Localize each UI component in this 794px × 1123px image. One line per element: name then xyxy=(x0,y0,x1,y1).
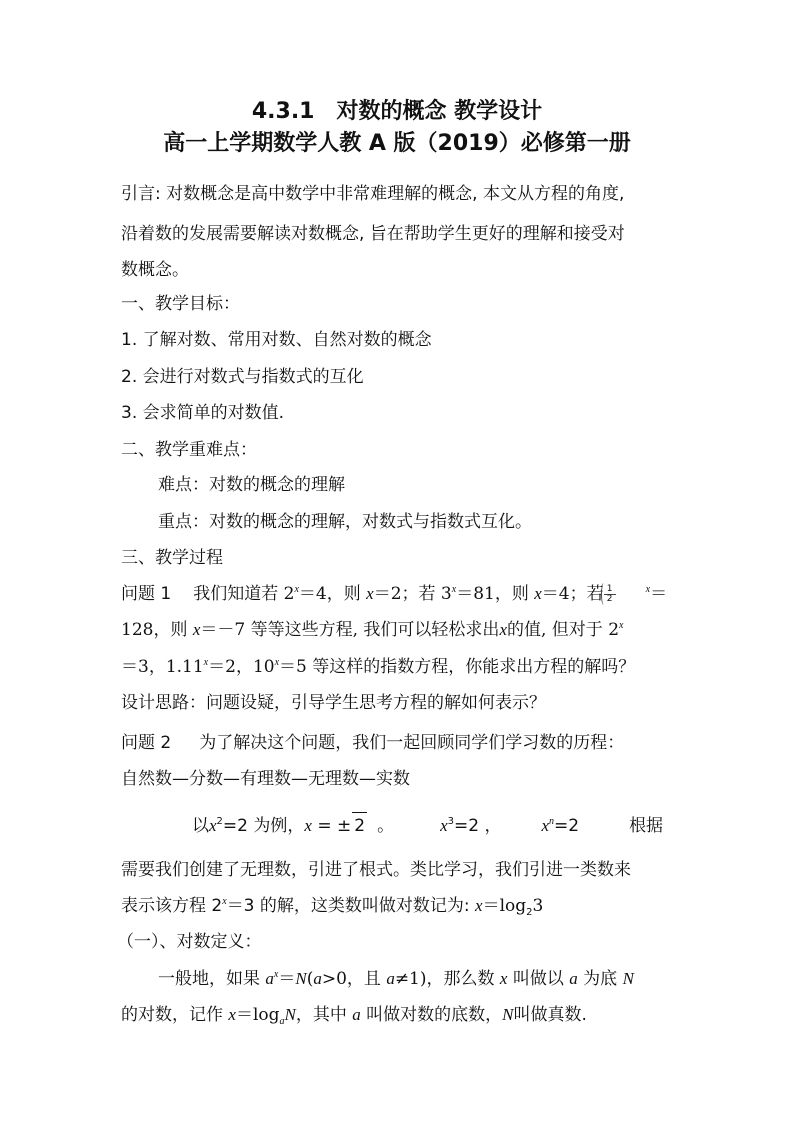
question-2-line: 问题 2 为了解决这个问题，我们一起回顾同学们学习数的历程： xyxy=(121,733,625,753)
goal-item-2: 2. 会进行对数式与指数式的互化 xyxy=(121,367,364,387)
section-heading-key-points: 二、教学重难点： xyxy=(121,440,257,460)
sqrt-two: 2 xyxy=(352,812,367,839)
example-line: 以$x^2=2$ 为例，x = ± 2 。 $x^3=2$ ， $x^n=2$ 根据 xyxy=(192,812,663,839)
question-2-label: 问题 2 xyxy=(121,733,172,753)
definition-line-1: 一般地，如果 $a^x=N(a>0$，且 a≠1)，那么数 x 叫做以 a 为底 N xyxy=(158,969,634,989)
question-1-line-2: 128，则 x＝－7 等等这些方程, 我们可以轻松求出x的值, 但对于 2$^x$ xyxy=(121,620,624,640)
question-1-label: 问题 1 xyxy=(121,584,172,604)
definition-heading: （一）、对数定义： xyxy=(117,932,262,952)
key-point-text: 重点：对数的概念的理解，对数式与指数式互化。 xyxy=(158,512,532,532)
intro-line-2: 沿着数的发展需要解读对数概念, 旨在帮助学生更好的理解和接受对 xyxy=(121,224,625,244)
paragraph-line-1: 需要我们创建了无理数，引进了根式。类比学习，我们引进一类数来 xyxy=(121,860,631,880)
difficulty-text: 难点：对数的概念的理解 xyxy=(158,475,345,495)
intro-line-3: 数概念。 xyxy=(121,260,189,280)
question-1-line-3: ＝3，$1.11^x=2$，$10^x=5$ 等这样的指数方程，你能求出方程的解吗？ xyxy=(121,657,636,677)
document-title: 4.3.1 对数的概念 教学设计 xyxy=(251,99,543,124)
section-heading-goals: 一、教学目标： xyxy=(121,294,240,314)
fraction-one-half: $\frac{1}{2}$ xyxy=(604,585,616,604)
paragraph-line-2: 表示该方程 $2^x=3$ 的解，这类数叫做对数记为: $x=\log_23$ xyxy=(121,896,544,918)
section-heading-process: 三、教学过程 xyxy=(121,548,223,568)
document-subtitle: 高一上学期数学人教 A 版（2019）必修第一册 xyxy=(163,131,631,156)
number-development-line: 自然数—分数—有理数—无理数—实数 xyxy=(121,769,410,789)
goal-item-3: 3. 会求简单的对数值. xyxy=(121,403,285,423)
question-1-line-1: 问题 1 我们知道若 $2^x=4$，则 x＝2；若 $3^x=81$，则 x＝4；若 $\frac{1}{2}$ $^x$＝ xyxy=(121,583,668,604)
definition-line-2: 的对数，记作 $x=\log_aN$，其中 a 叫做对数的底数，N叫做真数. xyxy=(121,1005,587,1027)
goal-item-1: 1. 了解对数、常用对数、自然对数的概念 xyxy=(121,330,432,350)
design-idea-text: 设计思路：问题设疑，引导学生思考方程的解如何表示？ xyxy=(121,693,546,713)
intro-line-1: 引言: 对数概念是高中数学中非常难理解的概念, 本文从方程的角度, xyxy=(121,184,625,204)
